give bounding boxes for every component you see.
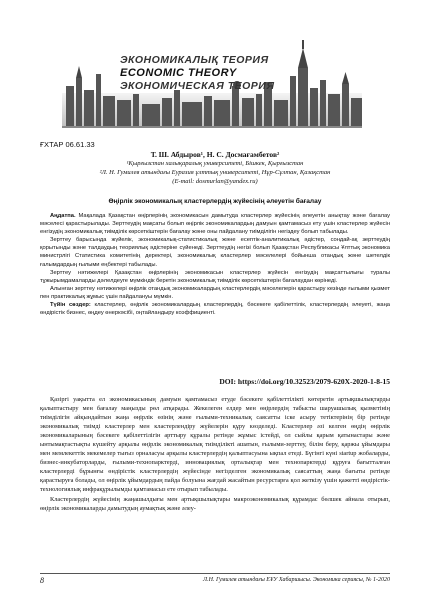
abstract-label: Аңдатпа. — [50, 213, 76, 219]
keywords-text: кластерлер, өңірлік экономикалардың кластерлердің, бәсекеге қабілеттілік, кластерлердің әлеуеті, жаңа өндірістік бизнес, өңдеу өнеркәсібі, оңтайландыру коэффициенті. — [40, 302, 390, 317]
section-banner — [62, 38, 362, 128]
journal-footer: Л.Н. Гумилев атындағы ЕҰУ Хабаршысы. Экономика сериясы, № 1-2020 — [203, 577, 390, 583]
body-paragraph: Қазіргі уақытта ел экономикасының дамуын қамтамасыз етуде бәсекеге қабілеттілікті көтеретін артықшылықтарды қалыптастыру мен бағалау маңызды рөл атқарады. Жекелеген елдер мен өңірлердің табысты шаруашылық қызметінің тиімділігін айқындайтын жаңа өңірлік өзінің және ғылыми-техникалық саясатты іске асыру тетіктерінің бір ретінде экономикалық тиімді кластерлер мен кластерлендіру жүйелерін құру көзделеді. Кластерлер әзі келген өңдің өңірлік экономикаларының бәсекеге қабілеттілігін арттыру құралы ретінде жұмыс істейді, ол сыйлы қарым қатынастары және ынтымақтастықты күшейту арқылы өңірлік экономикалық тиімділікті ашатын, ғылыми-зерттеу, білім беру, қаржы ұйымдары мен мемлекеттік мекемелер тығыз орналасуы арқылы кластерлердің қалыптасуына ықпал етеді. Бүгінгі күні startup жобаларды, бизнес-инкубаторларды, ғылыми-технопарктерді, инновациялық орталықтар мен технопарктерді құруға бағытталған кластерлерді бұрынғы өндірістік кластерлердің жүйесінде негізделген экономикалық саясаттың жаңа бағыты ретінде қарастыруға болады, ол өңірлік ұйымдардың пайда болуына жағдай жасайтын ресурстарға қол жеткізу үшін қажетті өндірістік-технологиялық инфрақұрылымды қамтамасыз ете отырып табылады. — [40, 396, 390, 494]
body-paragraph: Кластерлердің жүйесінің жаңашылдығы мен артықшылықтары макроэкономикалық құрамдас бөлшек айнала отырып, өңірлік экономикаларды дамытудың аумақтық және әлеу- — [40, 495, 390, 512]
affiliation-1: ¹Қырғызстан халықаралық университеті, Бішкек, Қырғызстан — [126, 160, 304, 167]
banner-title-english: ECONOMIC THEORY — [120, 67, 237, 79]
abstract-text: Мақалада Қазақстан өңірлерінің экономикасын дамытуда кластерлер жүйесінің әлеуетін анықтау және бағалау мәселесі қарастырылады. Зерттеудің мақсаты болып өңірлік экономикалардың дамуын қамтамасыз ету үшін кластерлер жүйесін енгізудің экономикалық тиімділік көрсеткіштерін бағалау және оны пайдалану тиімділігін негіздеу болып табылады. — [40, 213, 390, 236]
article-body — [40, 395, 390, 513]
abstract — [40, 212, 390, 317]
keywords — [40, 301, 390, 317]
authors: Т. Ш. Абдыров¹, Н. С. Досмағамбетов² — [150, 150, 280, 159]
abstract-paragraph: Алынған зерттеу нәтижелері өңірлік отандық экономикалардың кластерлердің мәселелерін қарастыру кезінде ғылыми қызмет пен практикалық жұмыс үшін пайдалануы мүмкін. — [40, 285, 390, 300]
keywords-label: Түйін сөздер: — [50, 302, 91, 309]
abstract-paragraph — [40, 212, 390, 236]
affiliation-2: ²Л. Н. Гумилев атындағы Еуразия ұлттық университеті, Нұр-Сұлтан, Қазақстан — [99, 169, 331, 176]
abstract-paragraph: Зерттеу нәтижелері Қазақстан өңірлерінің экономикасын кластерлер жүйесін енгізудің мақсаттылығы туралы тұжырымдамаларды дәлелдеуге мүмкіндік беретін экономикалық тиімділік көрсеткіштерін бағалаудан көрінеді. — [40, 269, 390, 284]
article-title: Өңірлік экономикалық кластерлердің жүйесінің әлеуетін бағалау — [108, 198, 322, 205]
doi-link[interactable]: DOI: https://doi.org/10.32523/2079-620X-2020-1-8-15 — [219, 377, 390, 386]
banner-title-russian: ЭКОНОМИЧЕСКАЯ ТЕОРИЯ — [120, 80, 275, 92]
banner-title-kazakh: ЭКОНОМИКАЛЫҚ ТЕОРИЯ — [120, 54, 269, 66]
classification-code: ҒХТАР 06.61.33 — [40, 140, 95, 149]
footer-divider — [40, 573, 390, 574]
page-number: 8 — [40, 576, 44, 585]
author-email: (E-mail: dosmurlan@yandex.ru) — [172, 178, 258, 185]
abstract-paragraph: Зерттеу барысында жүйелік, экономикалық-статистикалық және есептік-аналитикалық әдістер, сондай-ақ зерттеудің қорытынды және талдаудың теориялық әдістеріне сүйенеді. Зерттеудің негізі болып Қазақстан Республикасы Ұлттық экономика министрлігі Статистика комитетінің деректері, экономикалық кластерлер мәселелері бойынша отандық және шетелдік ғалымдардың ғылыми еңбектері табылады. — [40, 237, 390, 268]
